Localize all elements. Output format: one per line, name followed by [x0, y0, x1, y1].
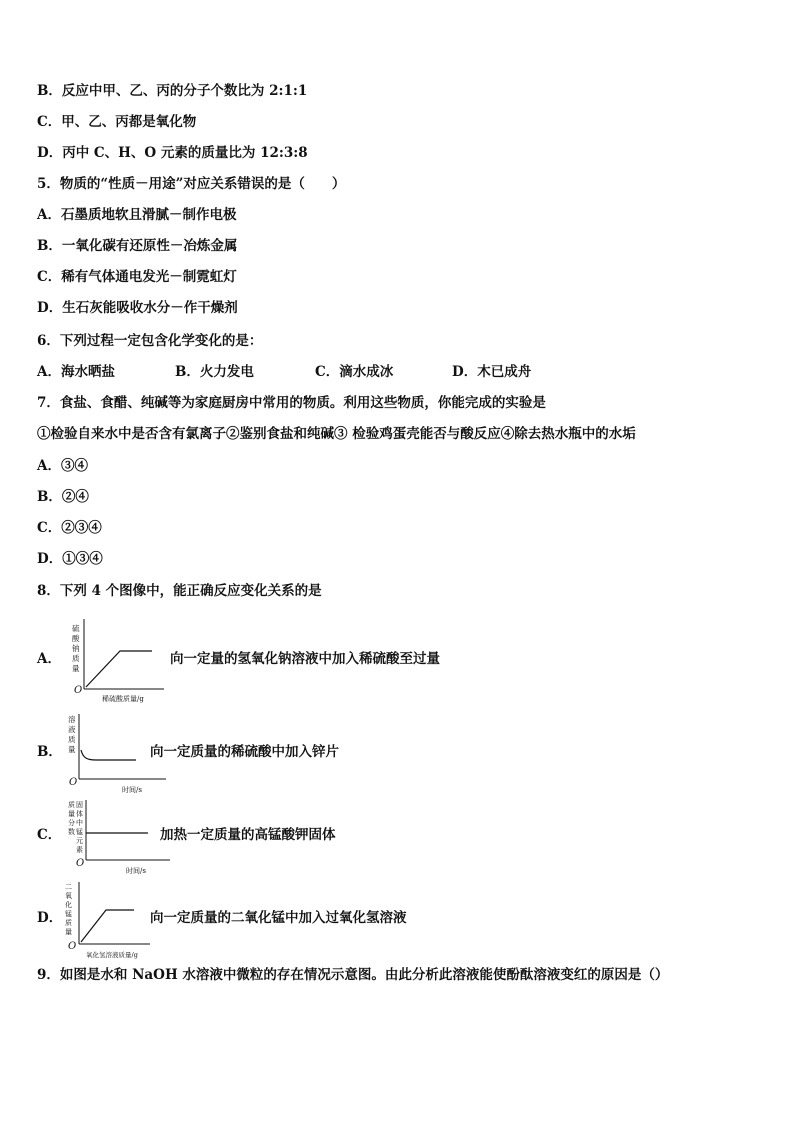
graph-b-ylabel-4: 量 — [68, 745, 76, 754]
graph-a-origin: O — [74, 685, 83, 696]
graph-c-ylabel-6: 体 — [76, 810, 83, 818]
q8-option-d-label: D． — [37, 910, 63, 926]
graph-d-ylabel-2: 氧 — [65, 892, 72, 900]
graph-a-ylabel-1: 硫 — [72, 624, 80, 633]
graph-a-ylabel-5: 量 — [72, 664, 80, 673]
q7-option-a: A．③④ — [37, 458, 88, 474]
graph-d-ylabel-3: 化 — [65, 901, 72, 909]
graph-b-ylabel-2: 液 — [68, 725, 76, 734]
graph-c-ylabel-9: 元 — [76, 837, 83, 845]
graph-c-ylabel-4: 数 — [68, 828, 75, 836]
q7-option-d: D．①③④ — [37, 551, 103, 567]
graph-d-curve — [81, 910, 134, 942]
graph-b-origin: O — [69, 777, 78, 788]
graph-c-ylabel-1: 质 — [68, 801, 75, 809]
q8-option-a-label: A． — [37, 651, 61, 667]
q8-stem: 8．下列 4 个图像中，能正确反应变化关系的是 — [37, 583, 322, 599]
q8-option-a-desc: 向一定量的氢氧化钠溶液中加入稀硫酸至过量 — [170, 651, 440, 667]
graph-a-ylabel-3: 钠 — [72, 644, 80, 653]
q8-option-b-desc: 向一定质量的稀硫酸中加入锌片 — [150, 744, 339, 760]
q5-option-b: B．一氧化碳有还原性－冶炼金属 — [37, 238, 238, 254]
graph-d-ylabel-5: 质 — [65, 919, 72, 927]
q8-graph-a — [68, 617, 168, 703]
q4-option-d: D．丙中 C、H、O 元素的质量比为 12:3:8 — [37, 145, 308, 161]
graph-a-ylabel-2: 酸 — [72, 634, 80, 643]
q6-option-d: D．木已成舟 — [452, 364, 532, 380]
q8-option-b-label: B． — [37, 744, 62, 760]
q4-option-b: B．反应中甲、乙、丙的分子个数比为 2:1:1 — [37, 83, 308, 99]
q6-option-c: C．滴水成冰 — [315, 364, 394, 380]
q5-stem: 5．物质的“性质－用途”对应关系错误的是（ ） — [37, 176, 346, 192]
q5-option-d: D．生石灰能吸收水分－作干燥剂 — [37, 300, 238, 316]
q5-option-c: C．稀有气体通电发光－制霓虹灯 — [37, 269, 237, 285]
graph-c-xlabel: 时间/s — [126, 867, 146, 875]
graph-c-ylabel-10: 素 — [76, 846, 83, 854]
q9-stem: 9．如图是水和 NaOH 水溶液中微粒的存在情况示意图。由此分析此溶液能使酚酞溶液变红的原因是（） — [37, 967, 669, 983]
q7-stem: 7．食盐、食醋、纯碱等为家庭厨房中常用的物质。利用这些物质，你能完成的实验是 — [37, 395, 546, 411]
graph-d-origin: O — [68, 941, 77, 952]
graph-c-ylabel-3: 分 — [68, 819, 75, 827]
graph-c-ylabel-7: 中 — [76, 819, 83, 827]
graph-b-ylabel-3: 质 — [68, 735, 76, 744]
graph-c-origin: O — [76, 858, 85, 869]
graph-d-ylabel-4: 锰 — [65, 910, 72, 918]
graph-a-xlabel: 稀硫酸质量/g — [102, 695, 144, 703]
graph-a-curve — [86, 651, 152, 687]
q8-option-c-label: C． — [37, 827, 62, 843]
graph-c-ylabel-2: 量 — [68, 810, 75, 818]
graph-b-ylabel-1: 溶 — [68, 715, 76, 724]
q5-option-a: A．石墨质地软且滑腻－制作电极 — [37, 207, 237, 223]
graph-c-ylabel-8: 锰 — [76, 828, 83, 836]
graph-d-xlabel: 氧化氢溶液质量/g — [86, 951, 138, 959]
graph-c-ylabel-5: 固 — [76, 801, 83, 809]
q7-option-b: B．②④ — [37, 489, 89, 505]
q8-graph-d — [62, 880, 154, 960]
q6-option-a: A．海水晒盐 — [37, 364, 115, 380]
q7-items: ①检验自来水中是否含有氯离子②鉴别食盐和纯碱③ 检验鸡蛋壳能否与酸反应④除去热水瓶中的水垢 — [37, 426, 636, 442]
graph-b-curve — [81, 750, 136, 760]
graph-b-xlabel: 时间/s — [122, 786, 142, 794]
graph-a-ylabel-4: 质 — [72, 654, 80, 663]
q6-stem: 6．下列过程一定包含化学变化的是： — [37, 333, 263, 349]
graph-d-ylabel-1: 二 — [65, 883, 72, 891]
q4-option-c: C．甲、乙、丙都是氧化物 — [37, 114, 197, 130]
graph-d-ylabel-6: 量 — [65, 928, 72, 936]
q8-option-d-desc: 向一定质量的二氧化锰中加入过氧化氢溶液 — [150, 910, 407, 926]
q7-option-c: C．②③④ — [37, 520, 102, 536]
q6-option-b: B．火力发电 — [175, 364, 254, 380]
q8-option-c-desc: 加热一定质量的高锰酸钾固体 — [160, 827, 336, 843]
